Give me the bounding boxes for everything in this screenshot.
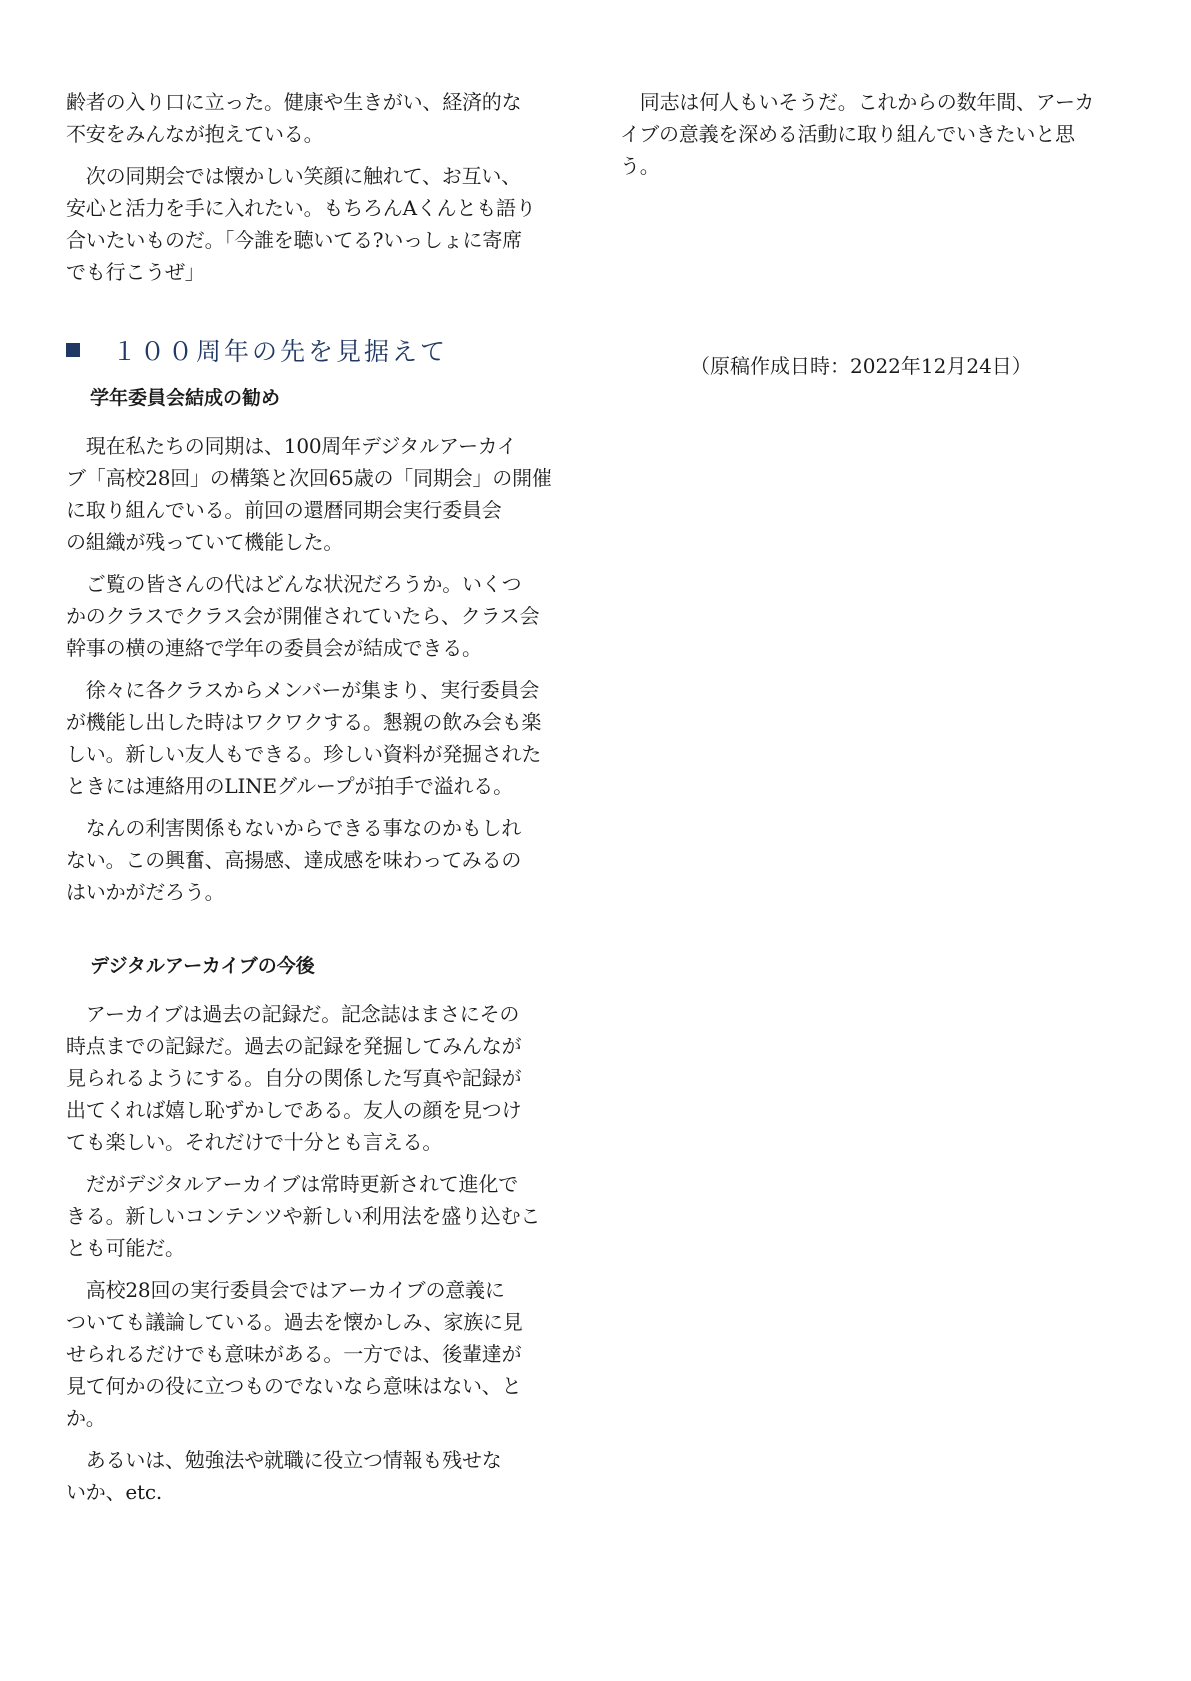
right-column — [620, 86, 1120, 192]
intro-paragraph-2: 次の同期会では懐かしい笑顔に触れて、お互い、 安心と活力を手に入れたい。もちろんAくんとも語り 合いたいものだ。「今誰を聴いてる?いっしょに寄席 でも行こうぜ」 — [66, 164, 536, 284]
left-column — [66, 86, 566, 1518]
committee-paragraph-2: ご覧の皆さんの代はどんな状況だろうか。いくつ かのクラスでクラス会が開催されていたら、クラス会 幹事の横の連絡で学年の委員会が結成できる。 — [66, 572, 540, 660]
committee-paragraph-1: 現在私たちの同期は、100周年デジタルアーカイ ブ「高校28回」の構築と次回65歳の「同期会」の開催 に取り組んでいる。前回の還暦同期会実行委員会 の組織が残っていて機能した。 — [66, 434, 552, 554]
committee-paragraph-4: なんの利害関係もないからできる事なのかもしれ ない。この興奮、高揚感、達成感を味わってみるの はいかがだろう。 — [66, 816, 522, 904]
subsection-heading-archive: デジタルアーカイブの今後 — [90, 955, 315, 977]
intro-paragraph-1: 齢者の入り口に立った。健康や生きがい、経済的な 不安をみんなが抱えている。 — [66, 90, 522, 146]
archive-paragraph-4: あるいは、勉強法や就職に役立つ情報も残せな いか、etc. — [66, 1448, 502, 1504]
section-heading — [66, 330, 566, 370]
archive-paragraph-1: アーカイブは過去の記録だ。記念誌はまさにその 時点までの記録だ。過去の記録を発掘してみんなが 見られるようにする。自分の関係した写真や記録が 出てくれば嬉し恥ずかしである。友人の顔を見つけ ても楽しい。それだけで十分とも言える。 — [66, 1002, 522, 1154]
archive-paragraph-3: 高校28回の実行委員会ではアーカイブの意義に ついても議論している。過去を懐かしみ、家族に見 せられるだけでも意味がある。一方では、後輩達が 見て何かの役に立つものでないなら意味はない、と か。 — [66, 1278, 523, 1430]
manuscript-date-note: （原稿作成日時：2022年12月24日） — [690, 354, 1032, 378]
right-paragraph: 同志は何人もいそうだ。これからの数年間、アーカ イブの意義を深める活動に取り組んでいきたいと思 う。 — [620, 90, 1095, 178]
subsection-heading-committee: 学年委員会結成の勧め — [90, 387, 281, 409]
archive-paragraph-2: だがデジタルアーカイブは常時更新されて進化で きる。新しいコンテンツや新しい利用法を盛り込むこ とも可能だ。 — [66, 1172, 541, 1260]
section-title: １００周年の先を見据えて — [112, 337, 449, 366]
square-bullet-icon — [66, 343, 80, 357]
committee-paragraph-3: 徐々に各クラスからメンバーが集まり、実行委員会 が機能し出した時はワクワクする。懇親の飲み会も楽 しい。新しい友人もできる。珍しい資料が発掘された ときには連絡用のLINEグループが拍手で溢れる。 — [66, 678, 542, 798]
